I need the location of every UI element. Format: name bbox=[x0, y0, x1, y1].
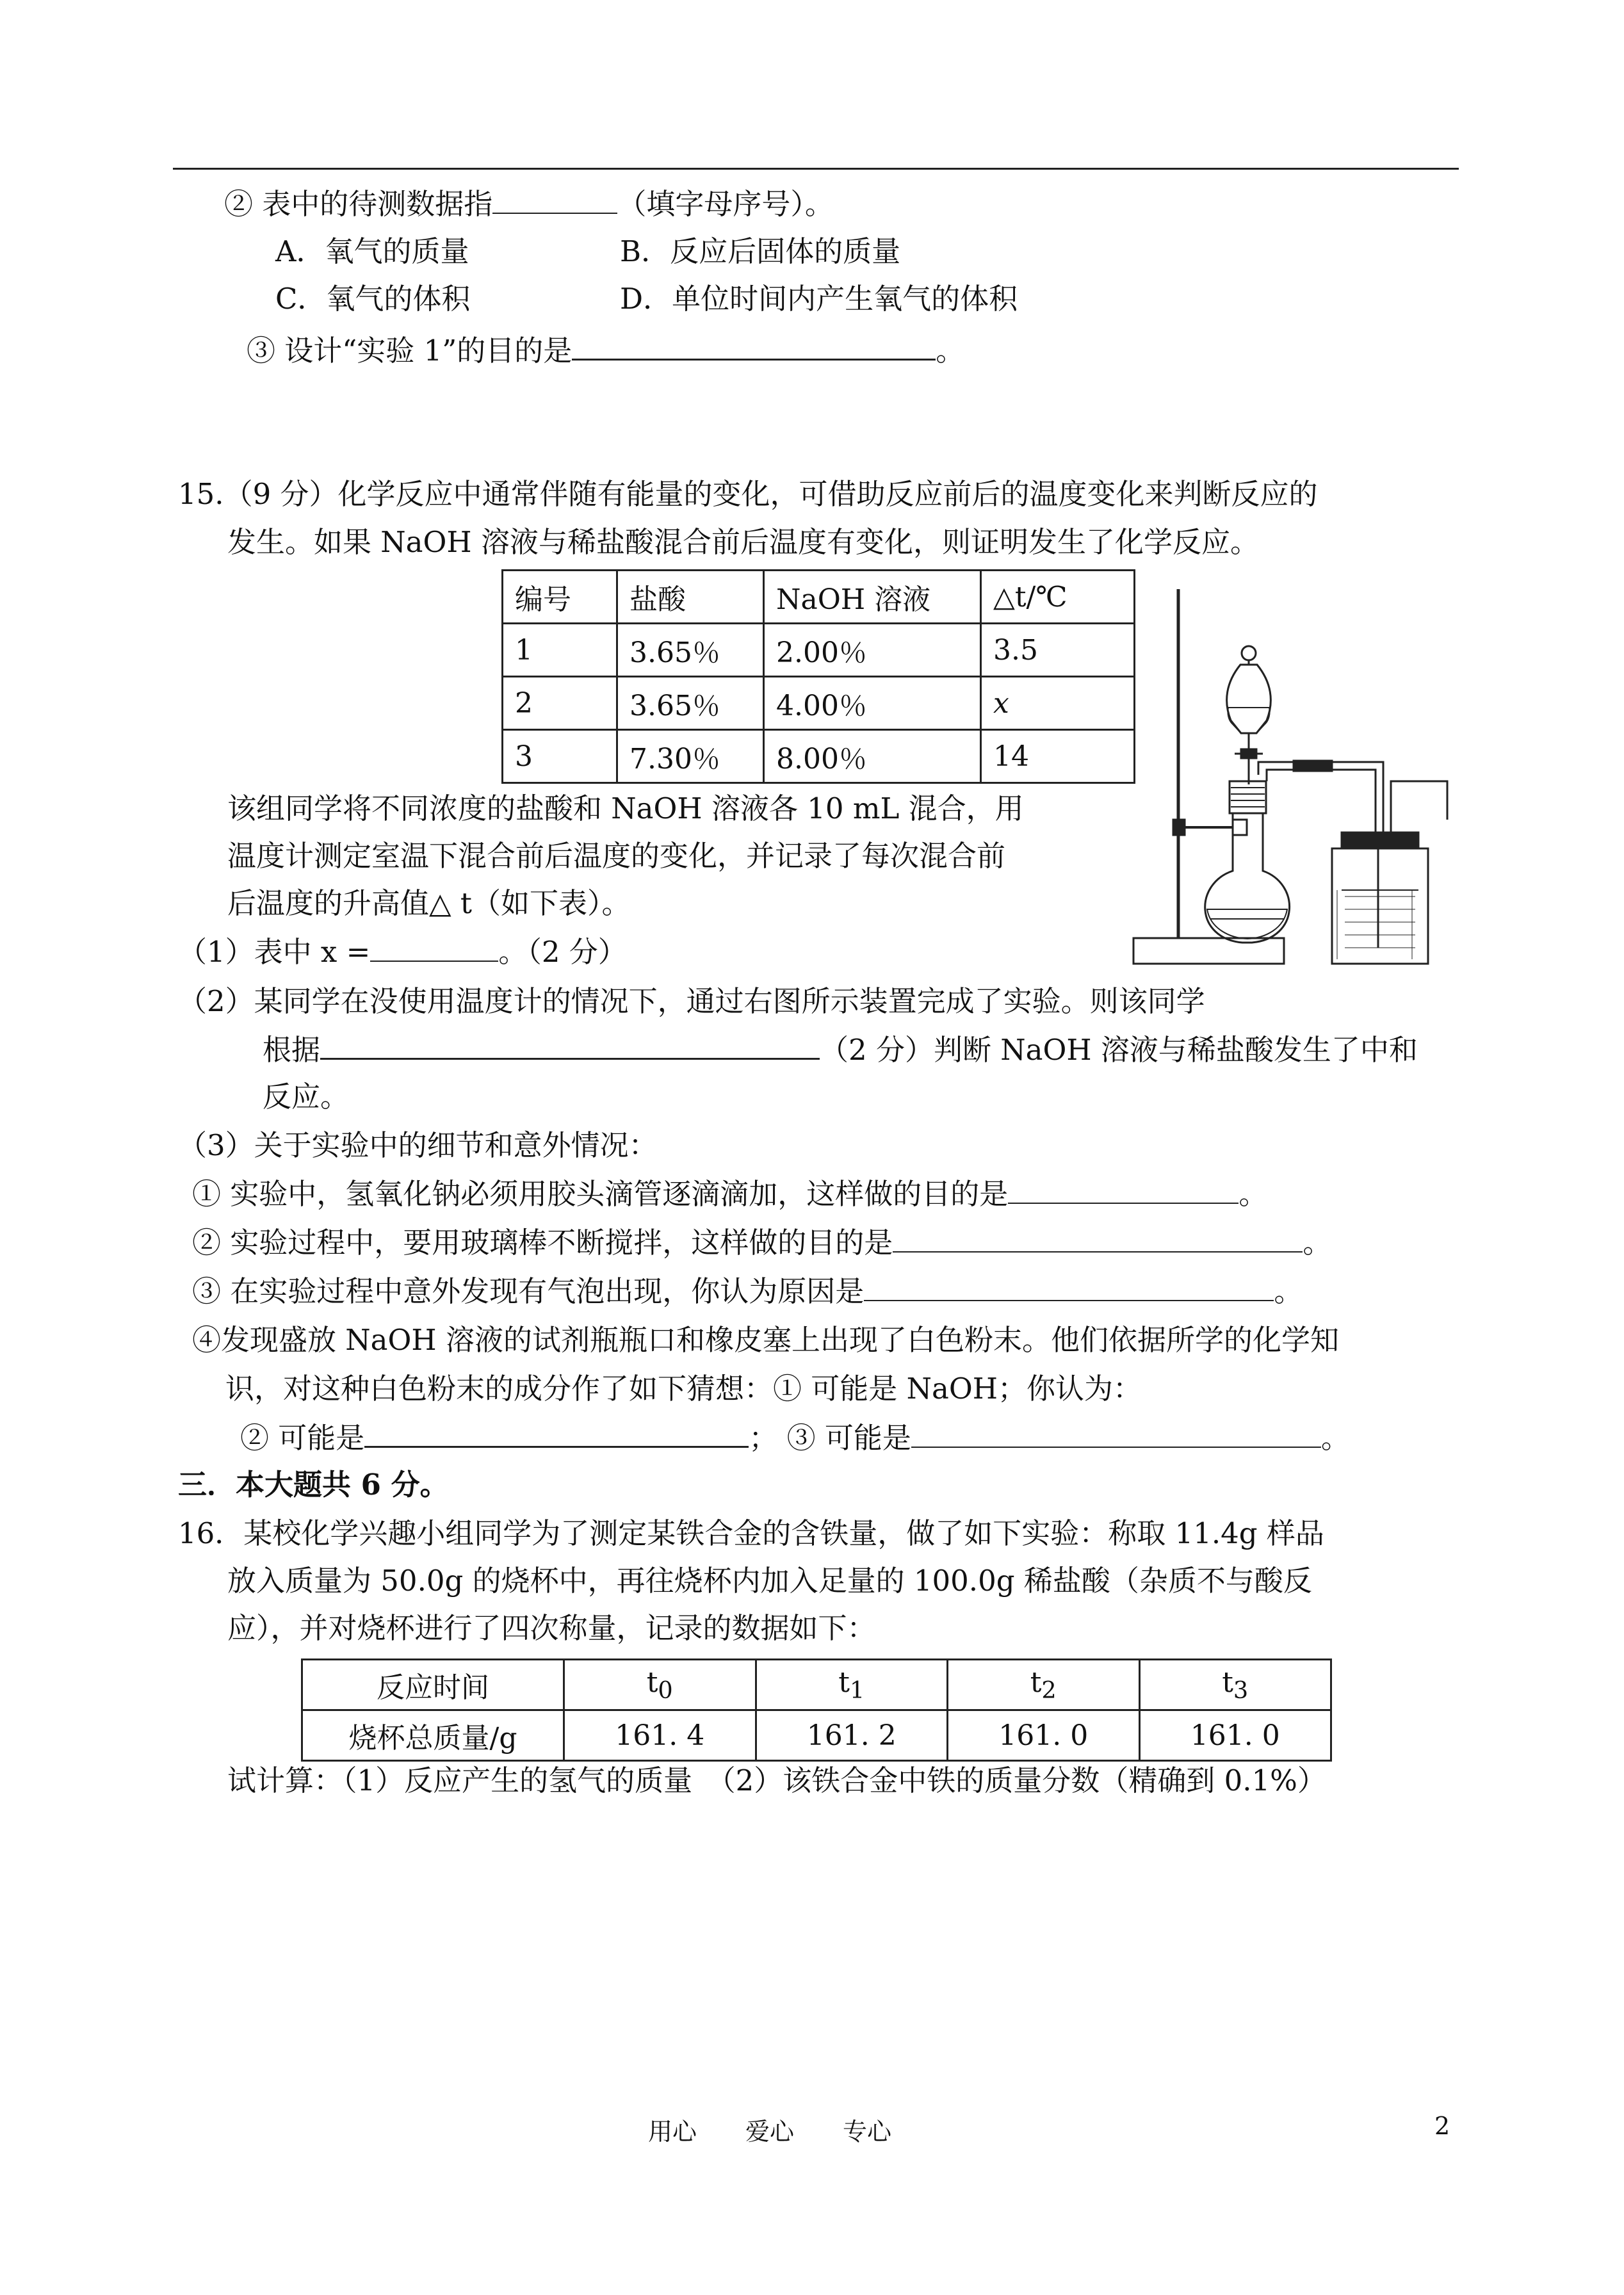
q15-part3-item3-text: ③ 在实验过程中意外发现有气泡出现，你认为原因是 bbox=[192, 1274, 865, 1308]
q15-part3-item3 bbox=[192, 1272, 1303, 1311]
delivery-tube-icon bbox=[1258, 761, 1383, 839]
q14-item2-hint: （填字母序号）。 bbox=[617, 187, 834, 221]
q15-table-cell: 7.30％ bbox=[617, 730, 764, 783]
q14-option-d: D．单位时间内产生氧气的体积 bbox=[620, 282, 1018, 316]
q16-time-symbol: t bbox=[1222, 1666, 1233, 1699]
q16-line2: 放入质量为 50.0g 的烧杯中，再往烧杯内加入足量的 100.0g 稀盐酸（杂质不与酸反 bbox=[227, 1564, 1312, 1598]
q16-question: 试计算：（1）反应产生的氢气的质量 （2）该铁合金中铁的质量分数（精确到 0.1%） bbox=[227, 1764, 1326, 1797]
q16-mass-row bbox=[302, 1710, 1331, 1761]
q15-table-row bbox=[503, 677, 1135, 730]
q15-table-row bbox=[503, 624, 1135, 677]
q15-part2-line2 bbox=[263, 1030, 1418, 1070]
q15-table-cell: 3 bbox=[503, 730, 617, 783]
q15-table-cell: 4.00％ bbox=[764, 677, 981, 730]
q16-mass-cell: 161. 4 bbox=[564, 1710, 756, 1761]
q16-row-label: 烧杯总质量/g bbox=[302, 1710, 564, 1761]
q15-part3-item4-line2: 识，对这种白色粉末的成分作了如下猜想：① 可能是 NaOH；你认为： bbox=[225, 1372, 1142, 1406]
q16-line1: 16．某校化学兴趣小组同学为了测定某铁合金的含铁量，做了如下实验：称取 11.4g 样品 bbox=[178, 1516, 1324, 1550]
q14-item3 bbox=[247, 330, 964, 371]
q16-row-label: 反应时间 bbox=[302, 1660, 564, 1710]
gas-washing-bottle-icon bbox=[1332, 781, 1447, 964]
q16-time-symbol: t bbox=[1030, 1666, 1042, 1699]
q15-table-cell: 8.00％ bbox=[764, 730, 981, 783]
q15-desc-line2: 温度计测定室温下混合前后温度的变化，并记录了每次混合前 bbox=[227, 839, 1006, 873]
q15-table-cell: 3.65％ bbox=[617, 677, 764, 730]
q15-table-cell: 2.00％ bbox=[764, 624, 981, 677]
q16-data-table bbox=[301, 1658, 1332, 1762]
q15-table-header: NaOH 溶液 bbox=[764, 571, 981, 624]
q15-table-header: △t/℃ bbox=[981, 571, 1135, 624]
q16-time-row bbox=[302, 1660, 1331, 1710]
q15-part1 bbox=[178, 932, 627, 972]
q14-item2-blank[interactable] bbox=[492, 184, 617, 214]
q15-part1-blank[interactable] bbox=[370, 932, 498, 962]
q15-period: 。 bbox=[1238, 1177, 1268, 1211]
q15-part2-post: （2 分）判断 NaOH 溶液与稀盐酸发生了中和 bbox=[820, 1033, 1418, 1067]
iron-stand-icon bbox=[1133, 589, 1284, 964]
q15-part3-item2-text: ② 实验过程中，要用玻璃棒不断搅拌，这样做的目的是 bbox=[192, 1226, 893, 1260]
q16-mass-cell: 161. 0 bbox=[948, 1710, 1140, 1761]
q15-part3-title: （3）关于实验中的细节和意外情况： bbox=[178, 1128, 658, 1162]
q15-table-header: 编号 bbox=[503, 571, 617, 624]
round-bottom-flask-icon bbox=[1205, 781, 1290, 943]
q15-desc-line3: 后温度的升高值△ t（如下表）。 bbox=[227, 886, 631, 920]
q16-time-subscript: 3 bbox=[1233, 1676, 1249, 1704]
header-rule bbox=[173, 168, 1459, 170]
q16-time-symbol: t bbox=[646, 1666, 658, 1699]
q15-period: 。 bbox=[1303, 1226, 1332, 1260]
q14-item2 bbox=[224, 184, 834, 224]
q15-table-cell: 14 bbox=[981, 730, 1135, 783]
q15-part2-line1: （2）某同学在没使用温度计的情况下，通过右图所示装置完成了实验。则该同学 bbox=[178, 984, 1205, 1018]
q16-time-cell bbox=[948, 1660, 1140, 1710]
q15-part3-item3-blank[interactable] bbox=[864, 1272, 1274, 1301]
q15-table-cell: 2 bbox=[503, 677, 617, 730]
q15-table-cell: 3.65％ bbox=[617, 624, 764, 677]
q14-option-a: A．氧气的质量 bbox=[275, 234, 469, 268]
q15-part2-pre: 根据 bbox=[263, 1033, 321, 1067]
q15-part3-item1-blank[interactable] bbox=[1008, 1174, 1238, 1204]
q15-table-header-row bbox=[503, 571, 1135, 624]
q15-part3-item4-line3 bbox=[240, 1418, 1350, 1458]
q15-guess2-blank[interactable] bbox=[364, 1418, 749, 1448]
q16-time-cell bbox=[1139, 1660, 1331, 1710]
q16-time-subscript: 0 bbox=[658, 1676, 673, 1704]
q14-option-c: C．氧气的体积 bbox=[275, 282, 471, 316]
q15-table-header: 盐酸 bbox=[617, 571, 764, 624]
section3-title: 三．本大题共 6 分。 bbox=[178, 1468, 449, 1502]
q16-time-cell bbox=[756, 1660, 948, 1710]
q15-stem-line2: 发生。如果 NaOH 溶液与稀盐酸混合前后温度有变化，则证明发生了化学反应。 bbox=[227, 525, 1259, 559]
q15-period: 。 bbox=[1274, 1274, 1303, 1308]
q14-item3-end: 。 bbox=[936, 334, 965, 368]
page-number: 2 bbox=[1434, 2112, 1450, 2140]
q16-time-subscript: 2 bbox=[1041, 1676, 1057, 1704]
q15-period: 。 bbox=[1320, 1421, 1350, 1455]
q14-item3-text: ③ 设计“实验 1”的目的是 bbox=[247, 334, 572, 368]
q14-option-b: B．反应后固体的质量 bbox=[620, 234, 901, 268]
q15-guess2-label: ② 可能是 bbox=[240, 1421, 365, 1455]
q14-item3-blank[interactable] bbox=[572, 330, 936, 361]
q14-item2-text: ② 表中的待测数据指 bbox=[224, 187, 493, 221]
q15-table-row bbox=[503, 730, 1135, 783]
q16-mass-cell: 161. 2 bbox=[756, 1710, 948, 1761]
q15-part3-item4-line1: ④发现盛放 NaOH 溶液的试剂瓶瓶口和橡皮塞上出现了白色粉末。他们依据所学的化学知 bbox=[192, 1323, 1339, 1357]
q15-part3-item1-text: ① 实验中，氢氧化钠必须用胶头滴管逐滴滴加，这样做的目的是 bbox=[192, 1177, 1009, 1211]
q15-part3-item1 bbox=[192, 1174, 1267, 1214]
q15-part3-item2 bbox=[192, 1223, 1331, 1263]
q15-part3-item2-blank[interactable] bbox=[893, 1223, 1303, 1253]
q15-part2-blank[interactable] bbox=[320, 1030, 820, 1060]
q15-guess3-label: ； ③ 可能是 bbox=[749, 1421, 911, 1455]
q15-stem-line1: 15.（9 分）化学反应中通常伴随有能量的变化，可借助反应前后的温度变化来判断反应的 bbox=[178, 477, 1318, 511]
q16-line3: 应），并对烧杯进行了四次称量，记录的数据如下： bbox=[227, 1611, 876, 1645]
q15-part1-post: 。（2 分） bbox=[498, 935, 627, 969]
q16-time-symbol: t bbox=[838, 1666, 850, 1699]
footer-slogan: 用心 爱心 专心 bbox=[648, 2118, 892, 2146]
q15-guess3-blank[interactable] bbox=[911, 1418, 1321, 1448]
q15-table-cell: 3.5 bbox=[981, 624, 1135, 677]
apparatus-figure bbox=[1114, 589, 1460, 973]
q16-mass-cell: 161. 0 bbox=[1139, 1710, 1331, 1761]
q16-time-cell bbox=[564, 1660, 756, 1710]
q16-time-subscript: 1 bbox=[849, 1676, 865, 1704]
separatory-funnel-icon bbox=[1227, 646, 1271, 784]
q15-desc-line1: 该组同学将不同浓度的盐酸和 NaOH 溶液各 10 mL 混合，用 bbox=[227, 791, 1024, 825]
q15-table-cell: x bbox=[981, 677, 1135, 730]
q15-part2-line3: 反应。 bbox=[263, 1080, 350, 1114]
q15-part1-pre: （1）表中 x = bbox=[178, 935, 371, 969]
q15-table-cell: 1 bbox=[503, 624, 617, 677]
q15-data-table bbox=[501, 569, 1135, 784]
